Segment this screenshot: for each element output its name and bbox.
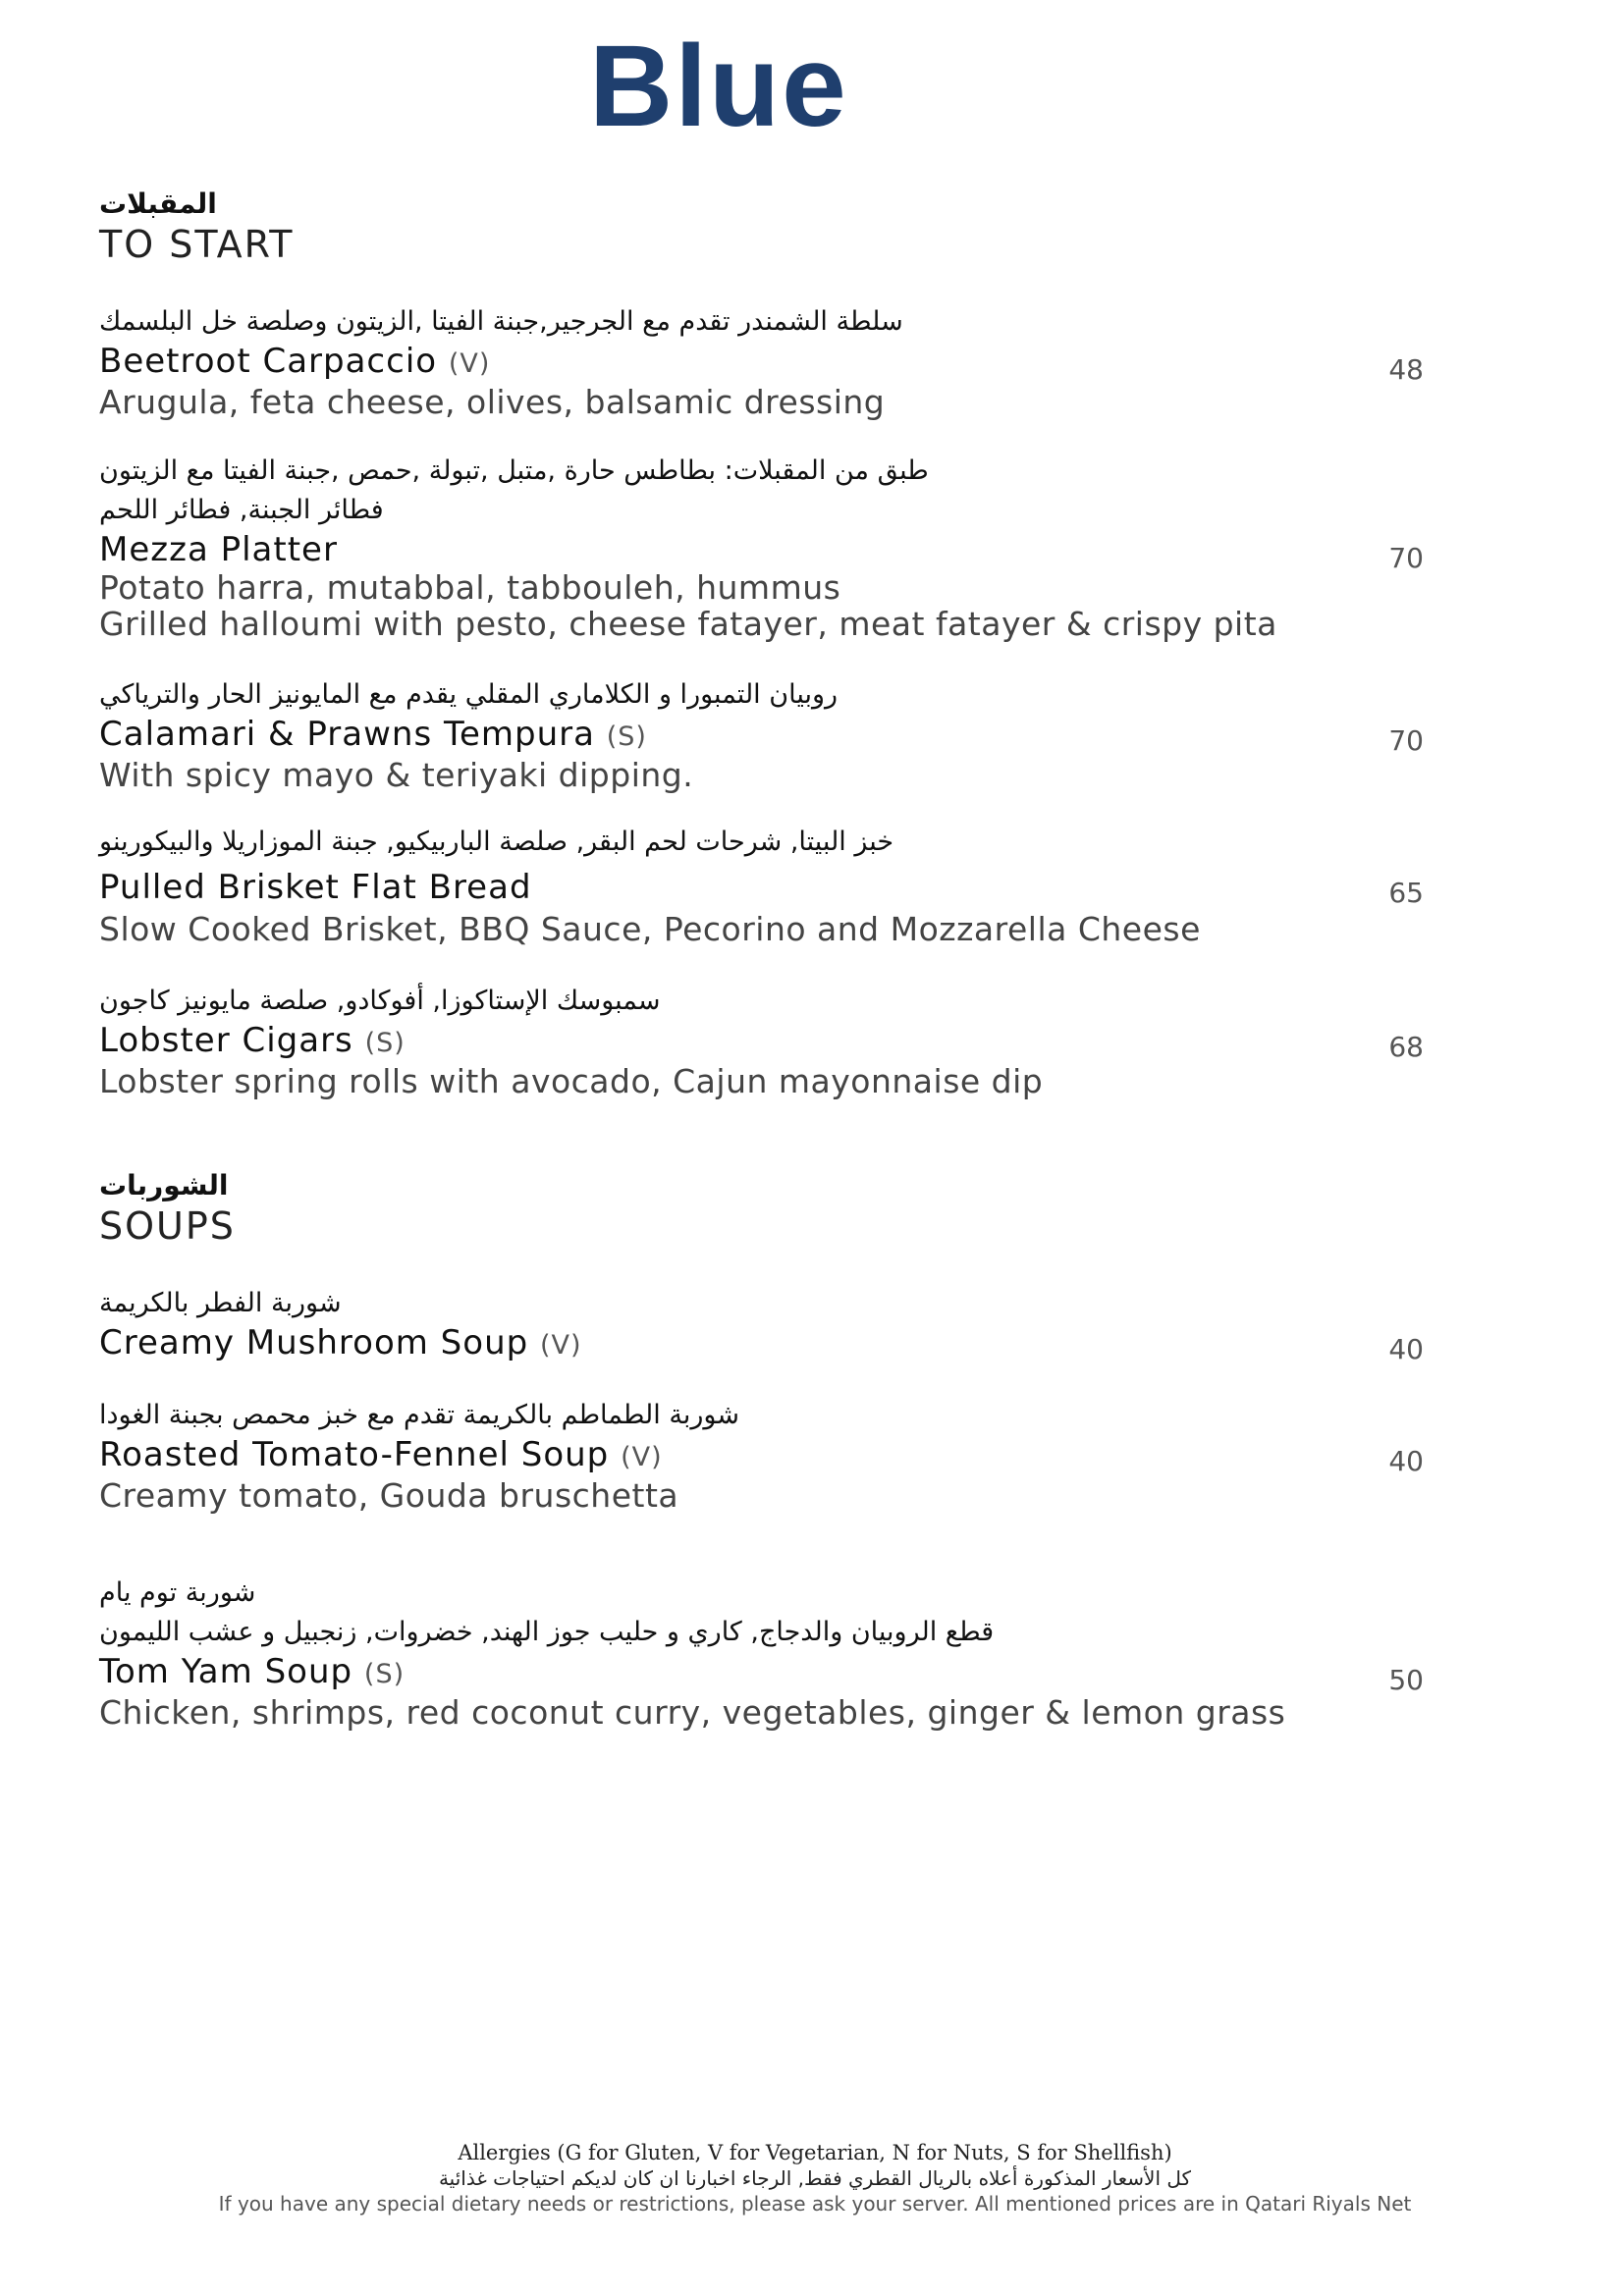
item-dietary-tag: (V) bbox=[540, 1330, 582, 1361]
menu-item-mezza-platter bbox=[99, 452, 1435, 642]
item-description: Creamy tomato, Gouda bruschetta bbox=[99, 1476, 679, 1515]
item-description: Potato harra, mutabbal, tabbouleh, hummus bbox=[99, 568, 841, 607]
section-title-en: SOUPS bbox=[99, 1204, 236, 1248]
item-name: Calamari & Prawns Tempura (S) bbox=[99, 715, 647, 754]
allergies-note: Allergies (G for Gluten, V for Vegetarian, N for Nuts, S for Shellfish) bbox=[458, 2141, 1172, 2164]
item-arabic: سمبوسك الإستاكوزا, أفوكادو, صلصة مايونيز كاجون bbox=[99, 986, 661, 1016]
item-description: With spicy mayo & teriyaki dipping. bbox=[99, 756, 694, 794]
logo-text: Blue bbox=[589, 22, 848, 151]
item-name: Pulled Brisket Flat Bread bbox=[99, 868, 532, 907]
item-dietary-tag: (V) bbox=[621, 1442, 663, 1472]
item-price: 68 bbox=[1388, 1031, 1424, 1063]
item-description: Chicken, shrimps, red coconut curry, vegetables, ginger & lemon grass bbox=[99, 1693, 1286, 1732]
menu-item-tom-yam-soup bbox=[99, 1574, 1435, 1731]
footer-arabic-note: كل الأسعار المذكورة أعلاه بالريال القطري فقط, الرجاء اخبارنا ان كان لديكم احتياجات غذائية bbox=[438, 2166, 1192, 2190]
item-name: Lobster Cigars (S) bbox=[99, 1021, 406, 1060]
item-price: 40 bbox=[1388, 1333, 1424, 1365]
menu-footer bbox=[147, 2140, 1483, 2216]
section-title-ar: المقبلات bbox=[99, 187, 217, 220]
item-name: Mezza Platter bbox=[99, 530, 338, 569]
item-name: Tom Yam Soup (S) bbox=[99, 1652, 406, 1691]
menu-item-calamari-prawns bbox=[99, 675, 1435, 793]
menu-item-roasted-tomato-fennel-soup bbox=[99, 1396, 1435, 1514]
item-description: Arugula, feta cheese, olives, balsamic dressing bbox=[99, 383, 886, 421]
item-arabic: شوربة الطماطم بالكريمة تقدم مع خبز محمص بجبنة الغودا bbox=[99, 1400, 739, 1430]
item-arabic: خبز البيتا, شرحات لحم البقر, صلصة الباربيكيو, جبنة الموزاريلا والبيكورينو bbox=[99, 827, 894, 857]
footer-english-note: If you have any special dietary needs or restrictions, please ask your server. All mentioned prices are in Qatari Riyals Net bbox=[218, 2192, 1412, 2216]
item-dietary-tag: (S) bbox=[606, 721, 647, 752]
section-soups-header bbox=[99, 1168, 1435, 1249]
item-dietary-tag: (V) bbox=[448, 348, 491, 379]
menu-item-beetroot-carpaccio bbox=[99, 302, 1435, 420]
item-description: Lobster spring rolls with avocado, Cajun mayonnaise dip bbox=[99, 1062, 1044, 1100]
item-dietary-tag: (S) bbox=[363, 1659, 406, 1689]
item-arabic-line-2: فطائر الجبنة, فطائر اللحم bbox=[99, 495, 384, 525]
item-price: 65 bbox=[1388, 877, 1424, 909]
item-price: 70 bbox=[1388, 542, 1424, 574]
item-arabic: شوربة توم يام bbox=[99, 1577, 256, 1608]
item-price: 50 bbox=[1388, 1664, 1424, 1696]
section-title-en: TO START bbox=[99, 223, 295, 266]
item-arabic: روبيان التمبورا و الكلاماري المقلي يقدم مع المايونيز الحار والترياكي bbox=[99, 679, 839, 710]
item-arabic-line-2: قطع الروبيان والدجاج, كاري و حليب جوز الهند, خضروات, زنجبيل و عشب الليمون bbox=[99, 1617, 995, 1647]
item-name: Beetroot Carpaccio (V) bbox=[99, 342, 491, 381]
menu-item-creamy-mushroom-soup bbox=[99, 1284, 1435, 1365]
item-name: Creamy Mushroom Soup (V) bbox=[99, 1323, 582, 1362]
item-arabic: طبق من المقبلات: بطاطس حارة ,متبل ,تبولة ,حمص ,جبنة الفيتا مع الزيتون bbox=[99, 455, 929, 486]
item-name: Roasted Tomato-Fennel Soup (V) bbox=[99, 1435, 663, 1474]
item-dietary-tag: (S) bbox=[364, 1028, 406, 1058]
section-to-start-header bbox=[99, 187, 1435, 267]
item-description: Slow Cooked Brisket, BBQ Sauce, Pecorino and Mozzarella Cheese bbox=[99, 910, 1201, 948]
menu-item-lobster-cigars bbox=[99, 982, 1435, 1099]
item-price: 48 bbox=[1388, 353, 1424, 386]
item-arabic: سلطة الشمندر تقدم مع الجرجير,جبنة الفيتا ,الزيتون وصلصة خل البلسمك bbox=[99, 306, 903, 337]
item-price: 40 bbox=[1388, 1445, 1424, 1477]
section-title-ar: الشوربات bbox=[99, 1169, 229, 1201]
menu-item-pulled-brisket bbox=[99, 823, 1435, 947]
item-price: 70 bbox=[1388, 724, 1424, 757]
item-description-line-2: Grilled halloumi with pesto, cheese fatayer, meat fatayer & crispy pita bbox=[99, 605, 1277, 643]
item-arabic: شوربة الفطر بالكريمة bbox=[99, 1288, 342, 1318]
brand-logo bbox=[589, 22, 1041, 151]
